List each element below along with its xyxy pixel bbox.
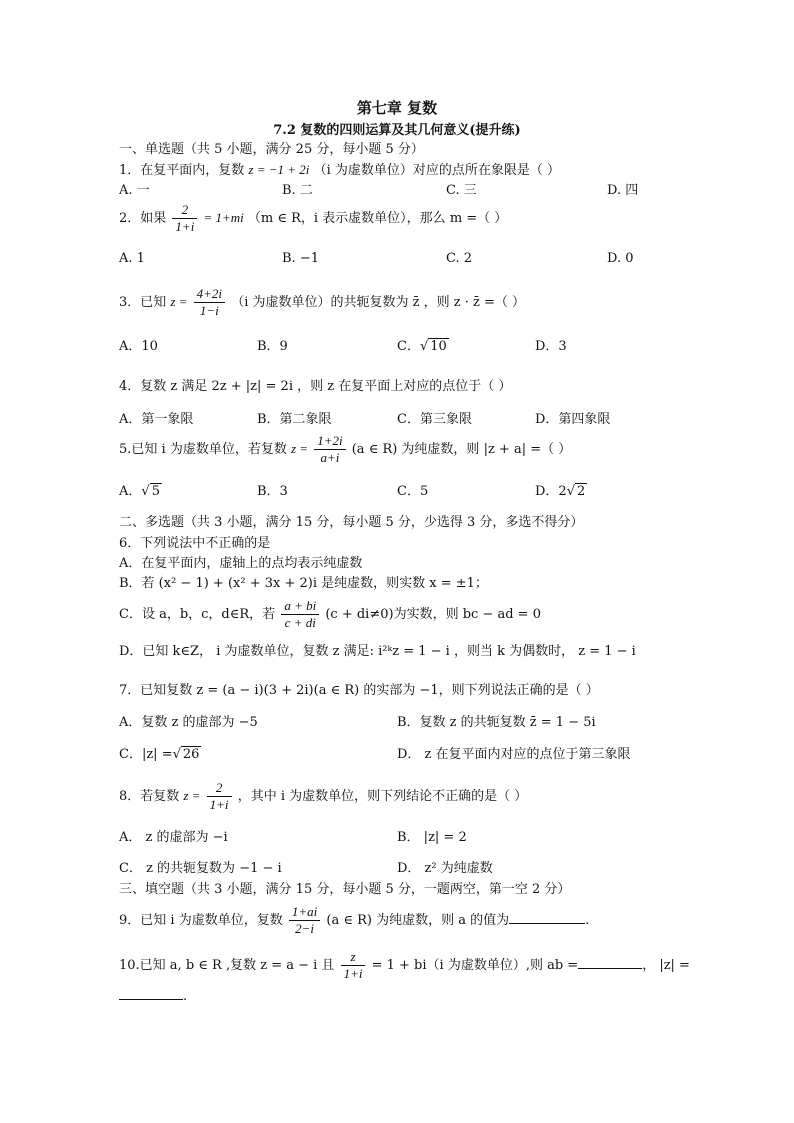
q5-option-d-radicand: 2 bbox=[577, 484, 586, 499]
q2-pre: 2．如果 bbox=[119, 211, 167, 226]
q5-numerator: 1+2i bbox=[314, 433, 345, 450]
q8-option-d: D． z² 为纯虚数 bbox=[397, 861, 493, 876]
q10-mid: = 1 + bi（i 为虚数单位）,则 ab = bbox=[371, 958, 579, 973]
q2-fraction bbox=[172, 202, 197, 235]
q3-pre: 3．已知 bbox=[119, 295, 167, 310]
q3-option-d: D．3 bbox=[535, 339, 567, 354]
q9-denominator: 2−i bbox=[295, 921, 314, 936]
q1-option-a: A. 一 bbox=[119, 183, 150, 198]
q7-stem: 7．已知复数 z = (a − i)(3 + 2i)(a ∈ R) 的实部为 −1，则下列说法正确的是（ ） bbox=[119, 683, 599, 698]
q6-option-c-post: (c + di≠0)为实数，则 bc − ad = 0 bbox=[325, 607, 541, 622]
part1-heading: 一、单选题（共 5 小题，满分 25 分，每小题 5 分） bbox=[119, 142, 424, 157]
part2-heading: 二、多选题（共 3 小题，满分 15 分，每小题 5 分，少选得 3 分，多选不得分） bbox=[119, 515, 584, 530]
q1-option-b: B. 二 bbox=[282, 183, 313, 198]
q3-option-a: A．10 bbox=[119, 339, 158, 354]
q10-numerator: z bbox=[341, 949, 366, 966]
q2-post: （m ∈ R，i 表示虚数单位），那么 m =（ ） bbox=[247, 211, 508, 226]
q9-stem bbox=[119, 904, 589, 937]
q3-denominator: 1−i bbox=[199, 303, 219, 318]
q8-stem bbox=[119, 780, 527, 813]
q6-option-b: B．若 (x² − 1) + (x² + 3x + 2)i 是纯虚数，则实数 x = ±1； bbox=[119, 576, 488, 591]
q2-stem bbox=[119, 202, 507, 235]
q6-option-d: D．已知 k∈Z， i 为虚数单位，复数 z 满足: i²ᵏz = 1 − i ，则当 k 为偶数时， z = 1 − i bbox=[119, 644, 636, 659]
q9-numerator: 1+ai bbox=[289, 904, 320, 921]
q3-fraction bbox=[194, 286, 225, 319]
q5-option-d bbox=[535, 483, 587, 501]
q3-option-b: B．9 bbox=[257, 339, 288, 354]
q8-option-c: C． z 的共轭复数为 −1 − i bbox=[119, 861, 282, 876]
q3-stem bbox=[119, 286, 525, 319]
q6-option-a: A．在复平面内，虚轴上的点均表示纯虚数 bbox=[119, 556, 363, 571]
q1-option-c: C. 三 bbox=[446, 183, 477, 198]
q3-post: （i 为虚数单位）的共轭复数为 z̄ ，则 z · z̄ =（ ） bbox=[231, 295, 525, 310]
q8-fraction bbox=[207, 780, 232, 813]
q1-expr: z = −1 + 2i bbox=[248, 162, 310, 177]
q2-mid: = 1+mi bbox=[203, 210, 244, 225]
q6-option-c-numerator: a + bi bbox=[281, 598, 319, 615]
q7-option-d: D． z 在复平面内对应的点位于第三象限 bbox=[397, 747, 631, 762]
q1-pre: 1．在复平面内，复数 bbox=[119, 163, 245, 178]
q9-post: (a ∈ R) 为纯虚数，则 a 的值为 bbox=[326, 913, 510, 928]
q7-option-c-radicand: 26 bbox=[182, 747, 200, 762]
q9-end: . bbox=[585, 913, 590, 928]
q9-answer-blank[interactable] bbox=[509, 911, 585, 924]
q9-pre: 9．已知 i 为虚数单位，复数 bbox=[119, 913, 283, 928]
q4-option-d: D．第四象限 bbox=[535, 412, 611, 427]
q5-option-a-sqrt: √ 5 bbox=[141, 484, 160, 499]
q5-option-a-label: A． bbox=[119, 484, 142, 499]
q8-post: ，其中 i 为虚数单位，则下列结论不正确的是（ ） bbox=[237, 789, 528, 804]
q6-option-c bbox=[119, 598, 541, 631]
q5-post: (a ∈ R) 为纯虚数，则 |z + a| =（ ） bbox=[351, 442, 572, 457]
q6-stem: 6．下列说法中不正确的是 bbox=[119, 536, 271, 551]
q10-fraction bbox=[341, 949, 366, 982]
q8-pre: 8．若复数 bbox=[119, 789, 180, 804]
q10-answer-blank-2[interactable] bbox=[119, 987, 183, 1000]
q7-option-c bbox=[119, 746, 201, 764]
q1-stem bbox=[119, 161, 560, 180]
q2-numerator: 2 bbox=[172, 202, 197, 219]
q8-option-b: B． |z| = 2 bbox=[397, 830, 467, 845]
q5-lhs: z = bbox=[290, 441, 309, 456]
q7-option-b: B．复数 z 的共轭复数 z̄ = 1 − 5i bbox=[397, 715, 596, 730]
q3-option-c-radicand: 10 bbox=[430, 339, 447, 354]
q5-option-b: B．3 bbox=[257, 484, 288, 499]
q6-option-c-denominator: c + di bbox=[284, 615, 316, 630]
q10-line2 bbox=[119, 987, 187, 1006]
q5-stem bbox=[119, 433, 571, 466]
q8-lhs: z = bbox=[183, 788, 201, 803]
q3-numerator: 4+2i bbox=[194, 286, 225, 303]
q10-stem bbox=[119, 949, 690, 982]
q6-option-c-fraction bbox=[281, 598, 319, 631]
q4-option-a: A．第一象限 bbox=[119, 412, 194, 427]
q5-option-a-radicand: 5 bbox=[151, 484, 160, 499]
q2-option-d: D. 0 bbox=[607, 251, 634, 266]
q4-stem: 4．复数 z 满足 2z + |z| = 2i ，则 z 在复平面上对应的点位于（ ） bbox=[119, 379, 512, 394]
part3-heading: 三、填空题（共 3 小题，满分 15 分，每小题 5 分，一题两空，第一空 2 分） bbox=[119, 882, 571, 897]
q2-denominator: 1+i bbox=[175, 219, 195, 234]
q3-option-c-sqrt: √ 10 bbox=[419, 339, 447, 354]
q5-option-c: C．5 bbox=[397, 484, 429, 499]
q1-option-d: D. 四 bbox=[607, 183, 639, 198]
q5-option-a bbox=[119, 483, 162, 501]
q7-option-a: A．复数 z 的虚部为 −5 bbox=[119, 715, 258, 730]
q8-denominator: 1+i bbox=[209, 797, 229, 812]
q5-pre: 5.已知 i 为虚数单位，若复数 bbox=[119, 442, 287, 457]
q10-end: . bbox=[183, 989, 188, 1004]
q5-denominator: a+i bbox=[320, 450, 340, 465]
q3-option-c bbox=[397, 338, 449, 356]
q9-fraction bbox=[289, 904, 320, 937]
q2-option-b: B. −1 bbox=[282, 251, 319, 266]
q1-post: （i 为虚数单位）对应的点所在象限是（ ） bbox=[313, 163, 560, 178]
q10-pre: 10.已知 a, b ∈ R ,复数 z = a − i 且 bbox=[119, 958, 335, 973]
q2-option-c: C. 2 bbox=[446, 251, 473, 266]
q2-option-a: A. 1 bbox=[119, 251, 145, 266]
q10-answer-blank-1[interactable] bbox=[578, 956, 642, 969]
q10-sep: ， |z| = bbox=[642, 958, 690, 973]
section-title: 7.2 复数的四则运算及其几何意义(提升练) bbox=[273, 123, 521, 138]
q5-fraction bbox=[314, 433, 345, 466]
q8-numerator: 2 bbox=[207, 780, 232, 797]
chapter-title: 第七章 复数 bbox=[356, 99, 438, 117]
q7-option-c-pre: C．|z| = bbox=[119, 747, 173, 762]
q3-lhs: z = bbox=[170, 294, 188, 309]
q8-option-a: A． z 的虚部为 −i bbox=[119, 830, 228, 845]
q4-option-c: C．第三象限 bbox=[397, 412, 472, 427]
q10-denominator: 1+i bbox=[343, 966, 363, 981]
q7-option-c-sqrt: √ 26 bbox=[172, 747, 200, 762]
q5-option-d-sqrt: √ 2 bbox=[566, 484, 586, 499]
q6-option-c-pre: C．设 a，b，c，d∈R，若 bbox=[119, 607, 276, 622]
q4-option-b: B．第二象限 bbox=[257, 412, 332, 427]
q5-option-d-label: D．2 bbox=[535, 484, 567, 499]
q3-option-c-label: C． bbox=[397, 339, 420, 354]
